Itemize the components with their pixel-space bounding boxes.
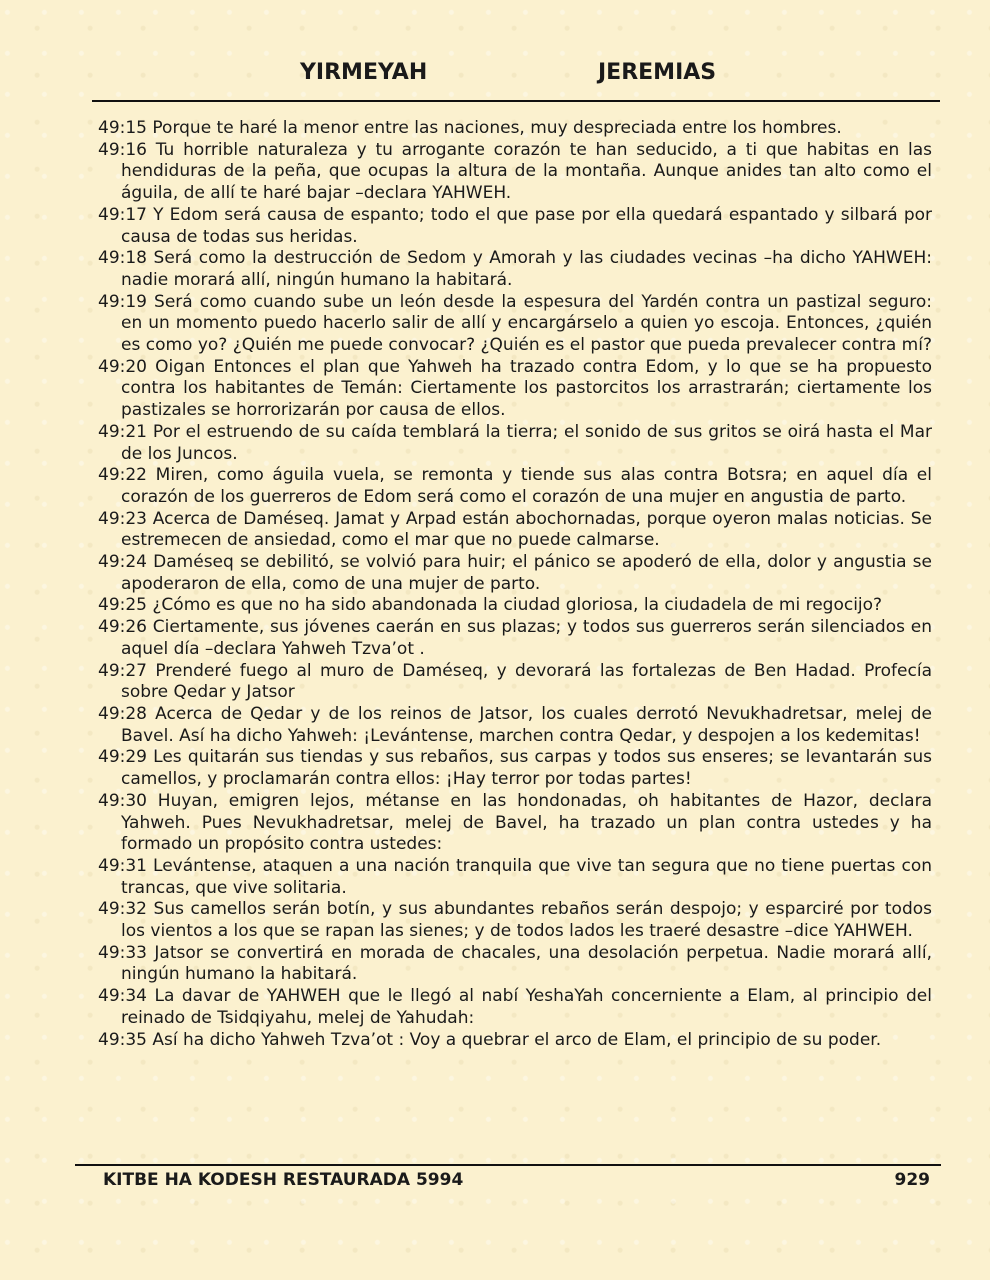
verse-49-20: 49:20 Oigan Entonces el plan que Yahweh ha trazado contra Edom, y lo que se ha propuesto contra los habitantes de Temán: Ciertamente los pastorcitos los arrastrarán; ciertamente los pastizales se horrorizarán por causa de ellos. bbox=[98, 356, 932, 421]
verse-49-21: 49:21 Por el estruendo de su caída temblará la tierra; el sonido de sus gritos se oirá hasta el Mar de los Juncos. bbox=[98, 421, 932, 464]
header-title-spanish: JEREMIAS bbox=[598, 60, 717, 85]
page-number: 929 bbox=[894, 1170, 930, 1190]
verse-49-18: 49:18 Será como la destrucción de Sedom y Amorah y las ciudades vecinas –ha dicho YAHWEH: nadie morará allí, ningún humano la habitará. bbox=[98, 248, 932, 290]
verse-49-22: 49:22 Miren, como águila vuela, se remonta y tiende sus alas contra Botsra; en aquel día el corazón de los guerreros de Edom será como el corazón de una mujer en angustia de parto. bbox=[98, 465, 932, 507]
verse-49-25: 49:25 ¿Cómo es que no ha sido abandonada la ciudad gloriosa, la ciudadela de mi regocijo? bbox=[98, 595, 883, 616]
verse-49-24: 49:24 Daméseq se debilitó, se volvió para huir; el pánico se apoderó de ella, dolor y angustia se apoderaron de ella, como de una mujer de parto. bbox=[98, 552, 932, 594]
verse-49-23: 49:23 Acerca de Daméseq. Jamat y Arpad están abochornadas, porque oyeron malas noticias. Se estremecen de ansiedad, como el mar que no puede calmarse. bbox=[98, 508, 932, 551]
verse-49-26: 49:26 Ciertamente, sus jóvenes caerán en sus plazas; y todos sus guerreros serán silenciados en aquel día –declara Yahweh Tzva’ot . bbox=[98, 617, 932, 659]
verse-49-17: 49:17 Y Edom será causa de espanto; todo el que pase por ella quedará espantado y silbará por causa de todas sus heridas. bbox=[98, 204, 932, 247]
verse-49-32: 49:32 Sus camellos serán botín, y sus abundantes rebaños serán despojo; y esparciré por todos los vientos a los que se rapan las sienes; y de todos lados les traeré desastre –dice YAHWEH. bbox=[98, 899, 932, 942]
verse-49-33: 49:33 Jatsor se convertirá en morada de chacales, una desolación perpetua. Nadie morará allí, ningún humano la habitará. bbox=[98, 942, 932, 985]
page-header bbox=[0, 60, 990, 90]
verse-49-16: 49:16 Tu horrible naturaleza y tu arrogante corazón te han seducido, a ti que habitas en las hendiduras de la peña, que ocupas la altura de la montaña. Aunque anides tan alto como el águila, de allí te haré bajar –declara YAHWEH. bbox=[98, 139, 932, 204]
footer-divider bbox=[75, 1164, 941, 1166]
verse-49-15: 49:15 Porque te haré la menor entre las naciones, muy despreciada entre los hombres. bbox=[98, 118, 842, 138]
verse-49-31: 49:31 Levántense, ataquen a una nación tranquila que vive tan segura que no tiene puertas con trancas, que vive solitaria. bbox=[98, 855, 932, 898]
verse-49-35: 49:35 Así ha dicho Yahweh Tzva’ot : Voy a quebrar el arco de Elam, el principio de su poder. bbox=[98, 1029, 882, 1050]
header-title-hebrew: YIRMEYAH bbox=[300, 60, 428, 85]
verse-49-30: 49:30 Huyan, emigren lejos, métanse en las hondonadas, oh habitantes de Hazor, declara Yahweh. Pues Nevukhadretsar, melej de Bavel, ha trazado un plan contra ustedes y ha formado un propósito contra ustedes: bbox=[98, 790, 932, 855]
verse-49-34: 49:34 La davar de YAHWEH que le llegó al nabí YeshaYah concerniente a Elam, al principio del reinado de Tsidqiyahu, melej de Yahudah: bbox=[98, 986, 932, 1028]
verse-49-27: 49:27 Prenderé fuego al muro de Daméseq, y devorará las fortalezas de Ben Hadad. Profecía sobre Qedar y Jatsor bbox=[98, 660, 932, 703]
page-footer bbox=[0, 1170, 990, 1194]
header-divider bbox=[92, 100, 940, 102]
footer-book-title: KITBE HA KODESH RESTAURADA 5994 bbox=[103, 1170, 464, 1190]
verse-49-19: 49:19 Será como cuando sube un león desde la espesura del Yardén contra un pastizal seguro: en un momento puedo hacerlo salir de allí y encargárselo a quien yo escoja. Entonces, ¿quién es como yo? ¿Quién me puede convocar? ¿Quién es el pastor que pueda prevalecer contra mí? bbox=[98, 291, 932, 356]
verse-list bbox=[98, 118, 932, 1051]
verse-49-28: 49:28 Acerca de Qedar y de los reinos de Jatsor, los cuales derrotó Nevukhadretsar, melej de Bavel. Así ha dicho Yahweh: ¡Levántense, marchen contra Qedar, y despojen a los kedemitas! bbox=[98, 703, 932, 746]
verse-49-29: 49:29 Les quitarán sus tiendas y sus rebaños, sus carpas y todos sus enseres; se levantarán sus camellos, y proclamarán contra ellos: ¡Hay terror por todas partes! bbox=[98, 747, 932, 790]
